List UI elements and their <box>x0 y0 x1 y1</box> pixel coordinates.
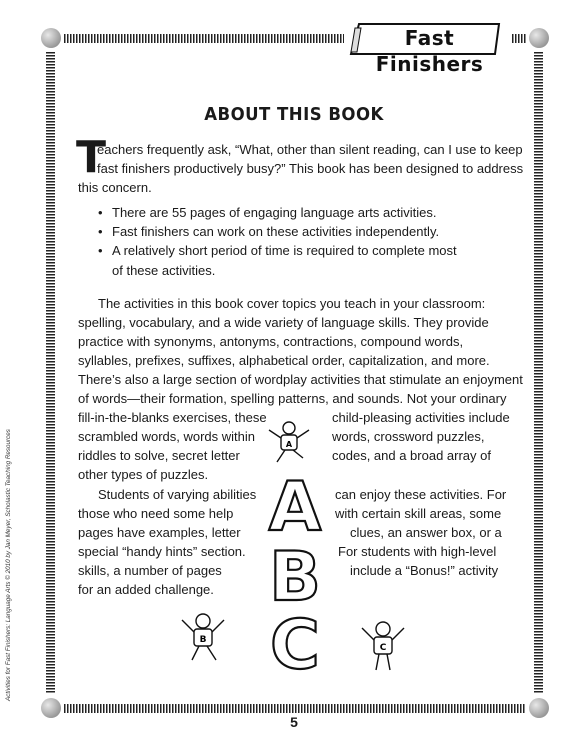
kid-b-figure <box>178 612 228 667</box>
para3-line-3b: clues, an answer box, or a <box>350 525 502 540</box>
block-letter-c: C <box>270 606 320 672</box>
bullet-item-continued: of these activities. <box>112 262 216 278</box>
corner-dot-tr <box>529 28 549 48</box>
right-border <box>534 52 543 693</box>
para2-line-8b: words, crossword puzzles, <box>332 429 485 444</box>
para2-line-10: other types of puzzles. <box>78 467 209 482</box>
bullet-item: • There are 55 pages of engaging language arts activities. <box>96 203 457 222</box>
para2-line-4: syllables, prefixes, suffixes, alphabetical order, capitalization, and more. <box>78 353 490 368</box>
bullet-item: • A relatively short period of time is required to complete most <box>96 241 457 260</box>
para2-line-9b: codes, and a broad array of <box>332 448 491 463</box>
page-title: ABOUT THIS BOOK <box>204 104 384 125</box>
para2-line-1: The activities in this book cover topics you teach in your classroom: <box>98 296 486 311</box>
block-letter-a: A <box>268 468 322 547</box>
para3-line-2b: with certain skill areas, some <box>335 506 502 521</box>
intro-line-1: eachers frequently ask, “What, other than silent reading, can I use to keep <box>97 142 523 157</box>
para3-line-2a: those who need some help <box>78 506 234 521</box>
kid-c-figure <box>358 620 408 675</box>
para2-line-7b: child-pleasing activities include <box>332 410 510 425</box>
left-border <box>46 52 55 693</box>
para2-line-8a: scrambled words, words within <box>78 429 256 444</box>
para3-line-5b: include a “Bonus!” activity <box>350 563 499 578</box>
block-letter-b: B <box>269 538 321 617</box>
para3-line-1b: can enjoy these activities. For <box>335 487 507 502</box>
bottom-border <box>64 704 526 713</box>
drop-cap: T <box>76 132 107 183</box>
bullet-item: • Fast finishers can work on these activities independently. <box>96 222 457 241</box>
para2-line-6: of words—their formation, spelling patterns, and sounds. Not your ordinary <box>78 391 507 406</box>
para3-line-4b: For students with high-level <box>338 544 497 559</box>
para2-line-9a: riddles to solve, secret letter <box>78 448 240 463</box>
para2-line-2: spelling, vocabulary, and a wide variety of language skills. They provide <box>78 315 489 330</box>
para2-line-3: practice with synonyms, antonyms, contractions, compound words, <box>78 334 464 349</box>
para2-line-7a: fill-in-the-blanks exercises, these <box>78 410 267 425</box>
page-number: 5 <box>290 714 298 730</box>
intro-line-3: this concern. <box>78 180 152 195</box>
corner-dot-tl <box>41 28 61 48</box>
bullet-list <box>96 203 457 280</box>
kid-c-letter: C <box>379 643 387 653</box>
para3-line-3a: pages have examples, letter <box>78 525 241 540</box>
kid-b-letter: B <box>199 635 207 645</box>
intro-line-2: fast finishers productively busy?” This book has been designed to address <box>97 161 524 176</box>
para2-line-5: There’s also a large section of wordplay activities that stimulate an enjoyment <box>78 372 523 387</box>
para3-line-1a: Students of varying abilities <box>98 487 257 502</box>
side-credit: Activities for Fast Finishers: Language Arts © 2010 by Jan Meyer, Scholastic Teaching Resources <box>5 429 12 701</box>
banner-title: Fast Finishers <box>375 26 484 76</box>
top-border-right <box>512 34 526 43</box>
kid-a-letter: A <box>285 440 293 449</box>
para3-line-5a: skills, a number of pages <box>78 563 222 578</box>
top-border <box>64 34 344 43</box>
para3-line-4a: special “handy hints” section. <box>78 544 246 559</box>
abc-illustration <box>255 420 335 672</box>
para3-line-6: for an added challenge. <box>78 582 214 597</box>
